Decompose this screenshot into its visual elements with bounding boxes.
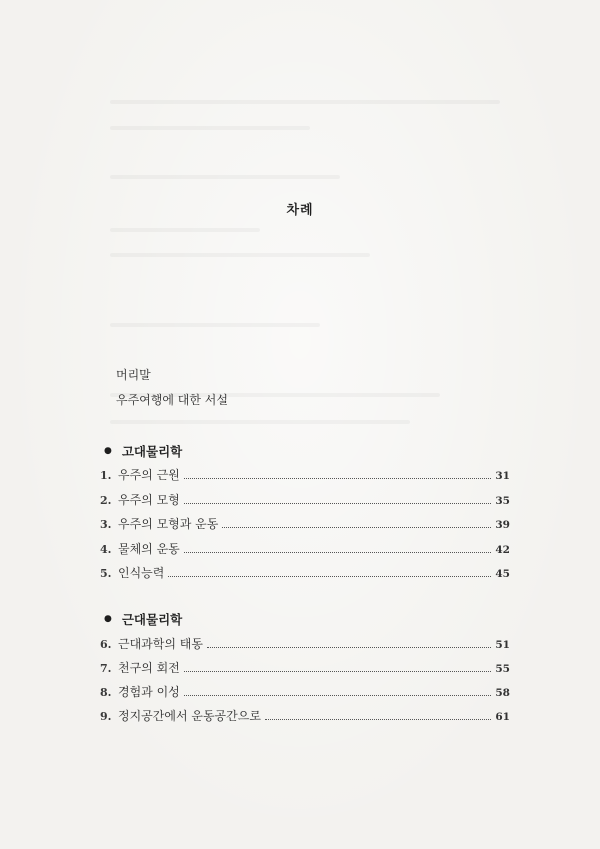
entry-title: 천구의 회전 xyxy=(118,661,180,675)
entry-number: 6. xyxy=(100,638,112,651)
section-heading xyxy=(104,610,182,628)
section-heading xyxy=(104,442,182,460)
bleed-through-line xyxy=(110,175,340,179)
entry-title: 정지공간에서 운동공간으로 xyxy=(118,709,261,723)
entry-title: 경험과 이성 xyxy=(118,685,180,699)
bleed-through-line xyxy=(110,253,370,257)
toc-entry xyxy=(100,515,510,531)
entry-title: 물체의 운동 xyxy=(118,542,180,556)
front-matter-preface: 머리말 xyxy=(116,368,151,382)
bleed-through-line xyxy=(110,420,410,424)
entry-page-number: 45 xyxy=(495,568,510,580)
page-title: 차례 xyxy=(286,203,314,218)
entry-page-number: 61 xyxy=(495,711,510,723)
entry-number: 1. xyxy=(100,469,112,482)
entry-number: 4. xyxy=(100,543,112,556)
dot-leader xyxy=(184,478,492,479)
entry-title: 우주의 근원 xyxy=(118,468,180,482)
dot-leader xyxy=(184,671,492,672)
dot-leader xyxy=(184,695,492,696)
entry-number: 9. xyxy=(100,710,112,723)
toc-entry xyxy=(100,540,510,556)
front-matter-intro: 우주여행에 대한 서설 xyxy=(116,393,228,407)
entry-page-number: 31 xyxy=(495,470,510,482)
bleed-through-line xyxy=(110,228,260,232)
toc-entry xyxy=(100,683,510,699)
section-heading-label: 근대물리학 xyxy=(121,612,183,627)
entry-page-number: 42 xyxy=(495,544,510,556)
entry-page-number: 58 xyxy=(495,687,510,699)
dot-leader xyxy=(207,647,491,648)
toc-entry xyxy=(100,564,510,580)
entry-page-number: 55 xyxy=(495,663,510,675)
dot-leader xyxy=(184,552,492,553)
toc-entry xyxy=(100,635,510,651)
entry-number: 5. xyxy=(100,567,112,580)
bleed-through-line xyxy=(110,323,320,327)
entry-page-number: 35 xyxy=(495,495,510,507)
section-heading-label: 고대물리학 xyxy=(121,444,183,459)
dot-leader xyxy=(265,719,491,720)
dot-leader xyxy=(222,527,491,528)
entry-title: 근대과학의 태동 xyxy=(118,637,203,651)
entry-title: 인식능력 xyxy=(118,566,165,580)
bullet-icon: ● xyxy=(104,446,112,456)
entry-number: 2. xyxy=(100,494,112,507)
toc-entry xyxy=(100,707,510,723)
bleed-through-line xyxy=(110,126,310,130)
dot-leader xyxy=(168,576,491,577)
bullet-icon: ● xyxy=(104,614,112,624)
bleed-through-line xyxy=(110,100,500,104)
toc-entry xyxy=(100,466,510,482)
entry-title: 우주의 모형과 운동 xyxy=(118,517,219,531)
entry-number: 8. xyxy=(100,686,112,699)
entry-number: 3. xyxy=(100,518,112,531)
entry-page-number: 51 xyxy=(495,639,510,651)
dot-leader xyxy=(184,503,492,504)
entry-title: 우주의 모형 xyxy=(118,493,180,507)
entry-page-number: 39 xyxy=(495,519,510,531)
toc-entry xyxy=(100,491,510,507)
entry-number: 7. xyxy=(100,662,112,675)
toc-entry xyxy=(100,659,510,675)
